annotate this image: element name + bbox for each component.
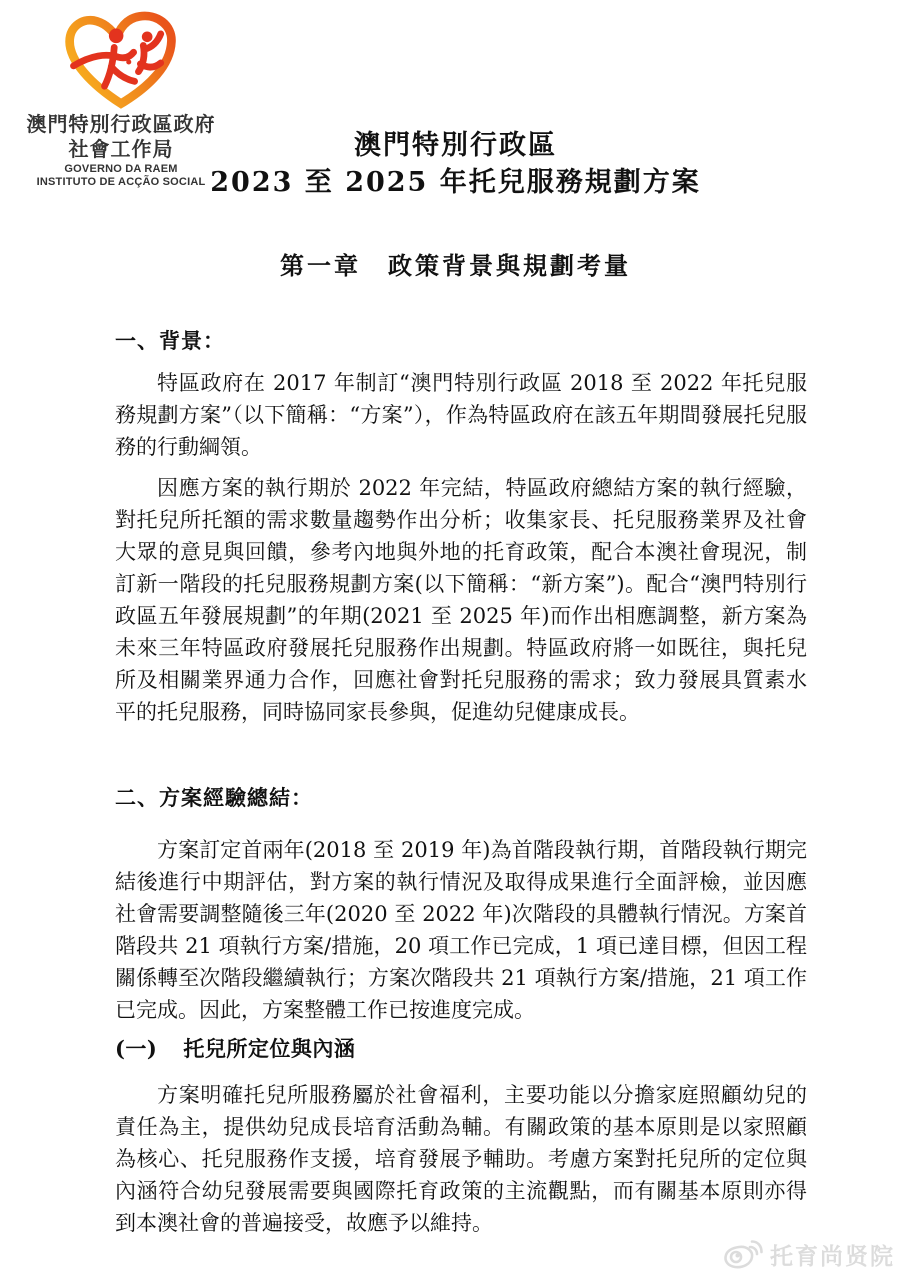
org-name-pt-line2: INSTITUTO DE ACÇÃO SOCIAL [36,176,206,188]
document-title-line1: 澳門特別行政區 [354,130,557,161]
subsection1-heading [115,1035,807,1063]
document-body [115,327,807,1248]
subsection1-paragraph-1: 方案明確托兒所服務屬於社會福利，主要功能以分擔家庭照顧幼兒的責任為主，提供幼兒成長培育活動為輔。有關政策的基本原則是以家照顧為核心、托兒服務作支援，培育發展予輔助。考慮方案對托兒所的定位與內涵符合幼兒發展需要與國際托育政策的主流觀點，而有關基本原則亦得到本澳社會的普遍接受，故應予以維持。 [115,1083,807,1235]
org-name-zh-line2: 社會工作局 [68,139,174,161]
weibo-icon [723,1239,763,1271]
chapter-heading: 第一章 政策背景與規劃考量 [280,251,631,280]
subsection1-title: 托兒所定位與內涵 [183,1036,356,1061]
section1-heading: 一、背景： [115,328,225,353]
section2-heading: 二、方案經驗總結： [115,785,313,810]
document-title-line2: 2023 至 2025 年托兒服務規劃方案 [210,167,701,198]
org-name-zh-line1: 澳門特別行政區政府 [26,114,216,136]
ias-heart-logo-icon [58,10,184,112]
section1-paragraph-1: 特區政府在 2017 年制訂“澳門特別行政區 2018 至 2022 年托兒服務規劃方案”（以下簡稱：“方案”），作為特區政府在該五年期間發展托兒服務的行動綱領。 [115,371,807,459]
section2-paragraph-1: 方案訂定首兩年(2018 至 2019 年)為首階段執行期，首階段執行期完結後進行中期評估，對方案的執行情況及取得成果進行全面評檢，並因應社會需要調整隨後三年(2020 至 2022 年)次階段的具體執行情況。方案首階段共 21 項執行方案/措施，20 項工作已完成，1 項已達目標，但因工程關係轉至次階段繼續執行；方案次階段共 21 項執行方案/措施，21 項工作已完成。因此，方案整體工作已按進度完成。 [115,838,807,1022]
org-name-pt-line1: GOVERNO DA RAEM [64,163,178,175]
subsection1-label: (一) [115,1036,158,1061]
section1-paragraph-2: 因應方案的執行期於 2022 年完結，特區政府總結方案的執行經驗，對托兒所托額的需求數量趨勢作出分析；收集家長、托兒服務業界及社會大眾的意見與回饋，參考內地與外地的托育政策，配合本澳社會現況，制訂新一階段的托兒服務規劃方案(以下簡稱：“新方案”)。配合“澳門特別行政區五年發展規劃”的年期(2021 至 2025 年)而作出相應調整，新方案為未來三年特區政府發展托兒服務作出規劃。特區政府將一如既往，與托兒所及相關業界通力合作，回應社會對托兒服務的需求；致力發展具質素水平的托兒服務，同時協同家長參與，促進幼兒健康成長。 [115,476,807,724]
document-title [0,127,911,201]
watermark-text: 托育尚贤院 [770,1243,895,1269]
watermark [723,1238,895,1271]
